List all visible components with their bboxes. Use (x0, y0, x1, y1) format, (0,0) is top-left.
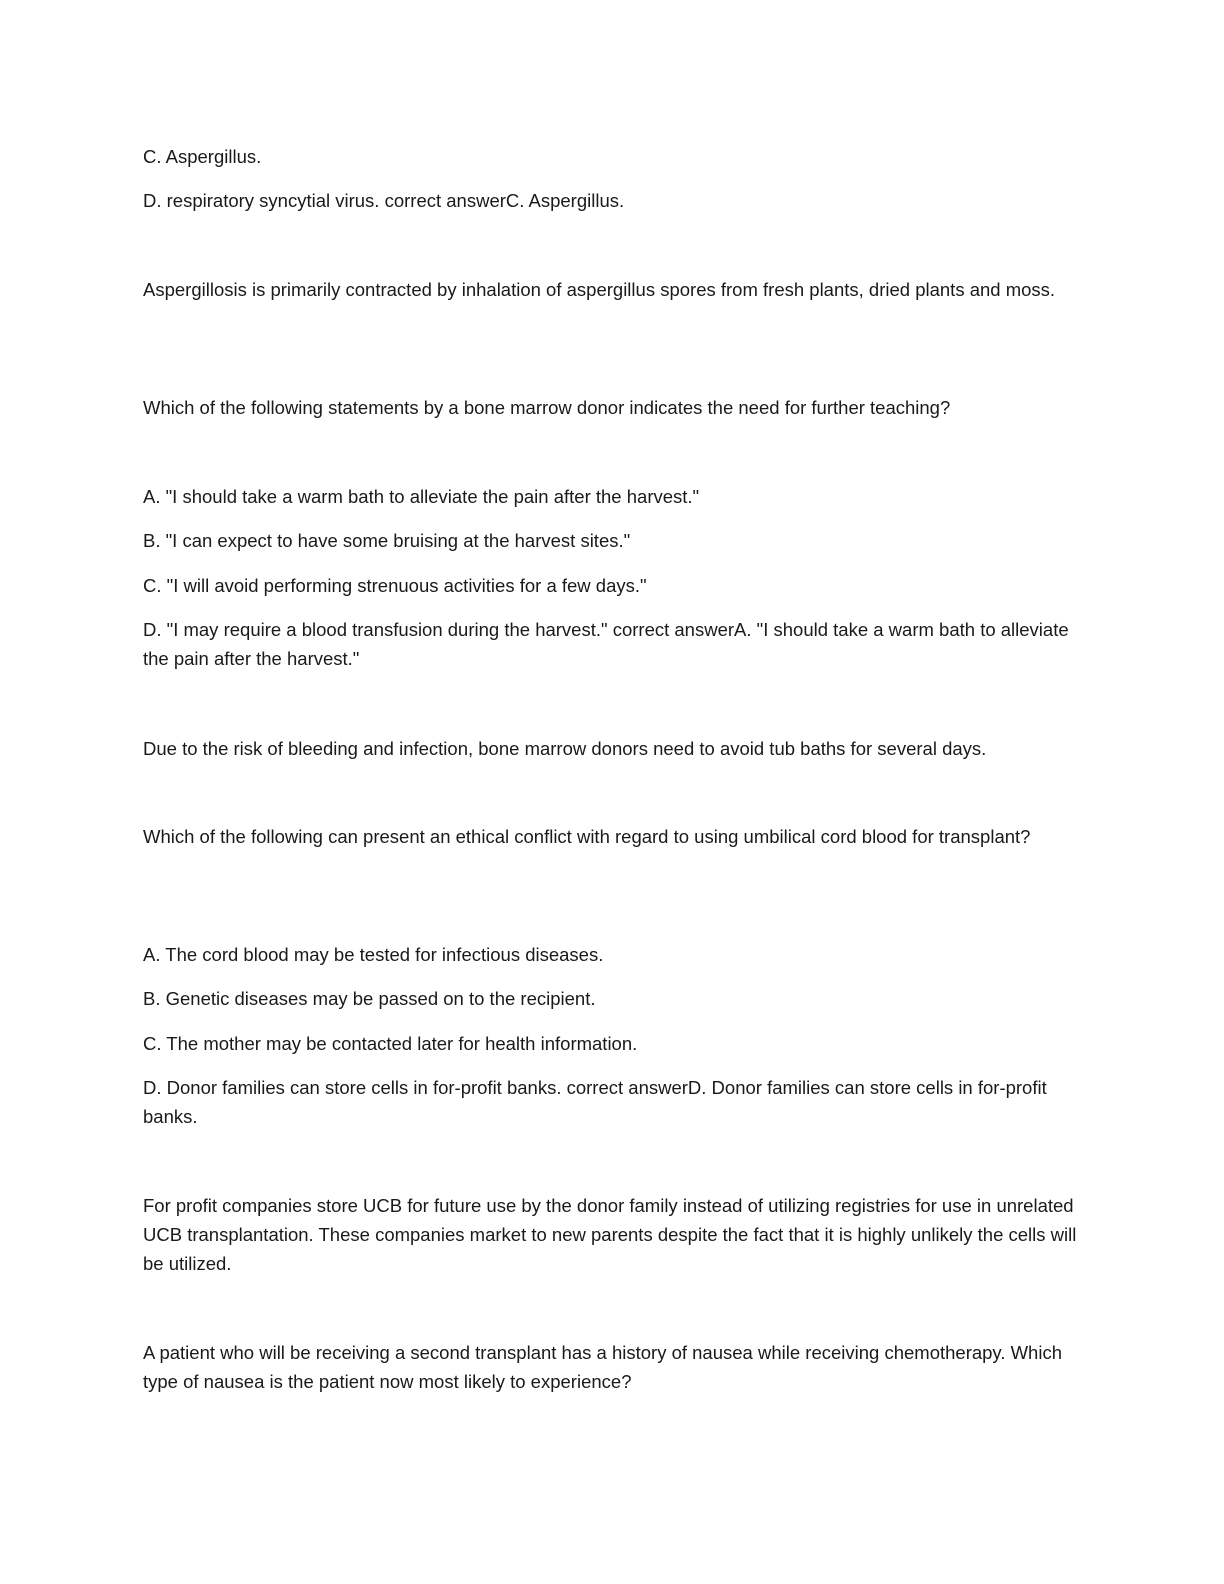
answer-option-d-with-correct-answer: D. Donor families can store cells in for-profit banks. correct answerD. Donor families can store cells in for-profit banks. (143, 1077, 1047, 1127)
rationale-paragraph: Aspergillosis is primarily contracted by inhalation of aspergillus spores from fresh plants, dried plants and moss. (143, 279, 1056, 300)
answer-option-a: A. The cord blood may be tested for infectious diseases. (143, 944, 604, 965)
answer-option-c: C. The mother may be contacted later for health information. (143, 1033, 638, 1054)
rationale-paragraph: For profit companies store UCB for future use by the donor family instead of utilizing registries for use in unrelated UCB transplantation. These companies market to new parents despite the fact that it is highly unlikely the cells will be utilized. (143, 1195, 1077, 1274)
question-paragraph: Which of the following can present an ethical conflict with regard to using umbilical cord blood for transplant? (143, 826, 1031, 847)
answer-option-c: C. Aspergillus. (143, 146, 262, 167)
question-paragraph: A patient who will be receiving a second transplant has a history of nausea while receiving chemotherapy. Which type of nausea is the patient now most likely to experience? (143, 1342, 1062, 1392)
answer-option-a: A. "I should take a warm bath to alleviate the pain after the harvest." (143, 486, 700, 507)
answer-option-b: B. "I can expect to have some bruising at the harvest sites." (143, 530, 631, 551)
question-paragraph: Which of the following statements by a bone marrow donor indicates the need for further teaching? (143, 397, 951, 418)
answer-option-d-with-correct-answer: D. "I may require a blood transfusion during the harvest." correct answerA. "I should take a warm bath to alleviate the pain after the harvest." (143, 619, 1069, 669)
document-page (143, 0, 1083, 1584)
answer-option-c: C. "I will avoid performing strenuous activities for a few days." (143, 575, 647, 596)
rationale-paragraph: Due to the risk of bleeding and infection, bone marrow donors need to avoid tub baths for several days. (143, 738, 987, 759)
answer-option-b: B. Genetic diseases may be passed on to the recipient. (143, 988, 596, 1009)
answer-option-d-with-correct-answer: D. respiratory syncytial virus. correct answerC. Aspergillus. (143, 190, 625, 211)
